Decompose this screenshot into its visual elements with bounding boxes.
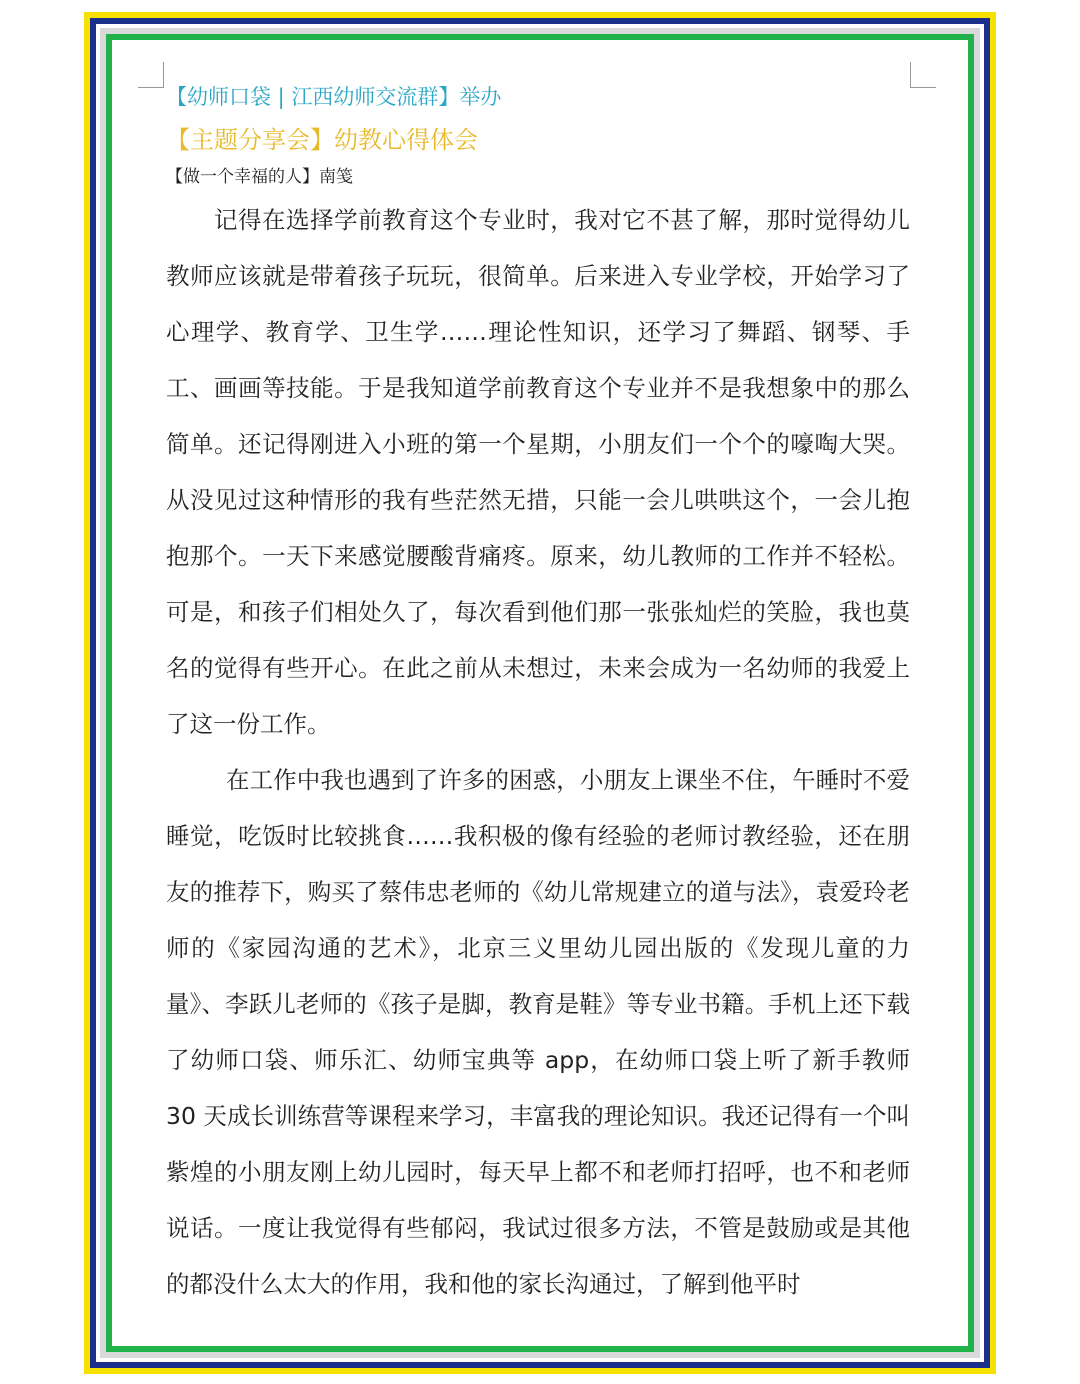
theme-title: 【主题分享会】幼教心得体会	[166, 126, 478, 154]
document-page	[112, 40, 968, 1346]
author-line: 【做一个幸福的人】南笺	[166, 167, 353, 187]
body-paragraph: 记得在选择学前教育这个专业时，我对它不甚了解，那时觉得幼儿教师应该就是带着孩子玩玩，很简单。后来进入专业学校，开始学习了心理学、教育学、卫生学……理论性知识，还学习了舞蹈、钢琴、手工、画画等技能。于是我知道学前教育这个专业并不是我想象中的那么简单。还记得刚进入小班的第一个星期，小朋友们一个个的嚎啕大哭。从没见过这种情形的我有些茫然无措，只能一会儿哄哄这个，一会儿抱抱那个。一天下来感觉腰酸背痛疼。原来，幼儿教师的工作并不轻松。可是，和孩子们相处久了，每次看到他们那一张张灿烂的笑脸，我也莫名的觉得有些开心。在此之前从未想过，未来会成为一名幼师的我爱上了这一份工作。	[166, 206, 910, 738]
body-paragraph: 在工作中我也遇到了许多的困惑，小朋友上课坐不住，午睡时不爱睡觉，吃饭时比较挑食……我积极的像有经验的老师讨教经验，还在朋友的推荐下，购买了蔡伟忠老师的《幼儿常规建立的道与法》，袁爱玲老师的《家园沟通的艺术》，北京三义里幼儿园出版的《发现儿童的力量》、李跃儿老师的《孩子是脚，教育是鞋》等专业书籍。手机上还下载了幼师口袋、师乐汇、幼师宝典等 app，在幼师口袋上听了新手教师 30 天成长训练营等课程来学习，丰富我的理论知识。我还记得有一个叫紫煌的小朋友刚上幼儿园时，每天早上都不和老师打招呼，也不和老师说话。一度让我觉得有些郁闷，我试过很多方法，不管是鼓励或是其他的都没什么太大的作用，我和他的家长沟通过，了解到他平时	[166, 766, 910, 1298]
document-content	[166, 80, 910, 1312]
organizer-line: 【幼师口袋 | 江西幼师交流群】举办	[166, 85, 502, 109]
page-corner-mark-top-right	[910, 62, 936, 88]
page-corner-mark-top-left	[138, 62, 164, 88]
